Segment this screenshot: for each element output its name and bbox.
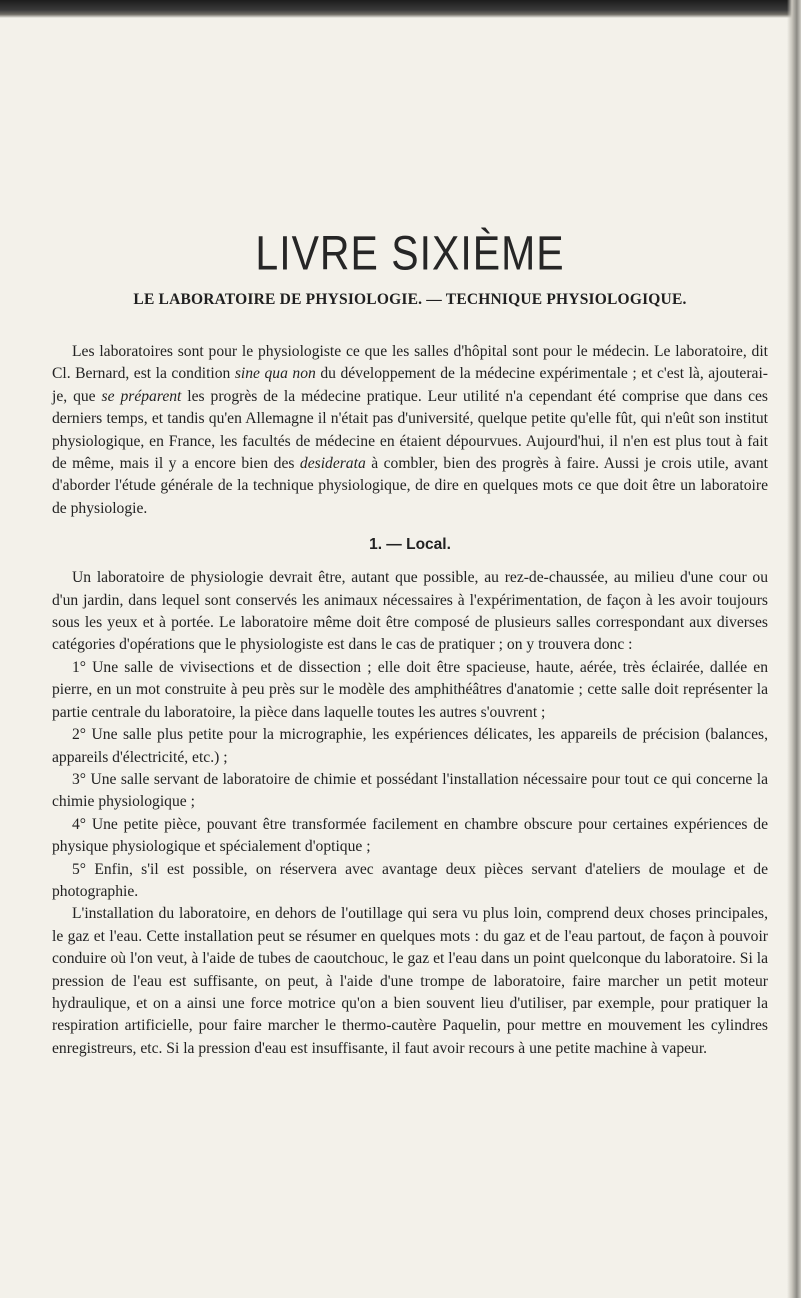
list-item: 4° Une petite pièce, pouvant être transformée facilement en chambre obscure pour certaines expériences de physique physiologique et spécialement d'optique ; [52, 815, 768, 856]
page-right-edge-shadow [787, 0, 801, 1298]
page-top-edge-shadow [0, 0, 801, 18]
list-item: 1° Une salle de vivisections et de dissection ; elle doit être spacieuse, haute, aérée, très éclairée, dallée en pierre, en un mot construite à peu près sur le modèle des amphithéâtres d'anatomie ; cette salle doit représenter la partie centrale du laboratoire, la pièce dans laquelle toutes les autres s'ouvrent ; [52, 658, 768, 721]
intro-text-1: Les laboratoires sont pour le physiologiste ce que les salles d'hôpital sont pour le médecin. Le laboratoire, dit Cl. Bernard, est la condition [52, 343, 768, 383]
section-title: 1. — Local. [369, 536, 451, 554]
chapter-title: LE LABORATOIRE DE PHYSIOLOGIE. — TECHNIQUE PHYSIOLOGIQUE. [133, 291, 687, 308]
list-item: 5° Enfin, s'il est possible, on réservera avec avantage deux pièces servant d'ateliers de moulage et de photographie. [52, 860, 768, 900]
intro-emphasis-1: sine qua non [234, 365, 316, 383]
section-intro-paragraph: Un laboratoire de physiologie devrait être, autant que possible, au rez-de-chaussée, au milieu d'une cour ou d'un jardin, dans lequel sont conservés les animaux nécessaires à l'expérimentation, de façon à les avoir toujours sous les yeux et à portée. Le laboratoire même doit être composé de plusieurs salles correspondant aux diverses catégories d'opérations que le physiologiste est dans le cas de pratiquer ; on y trouvera donc : [52, 569, 768, 654]
intro-text-4: à combler, bien des progrès à faire. Aussi je crois utile, avant d'aborder l'étude générale de la technique physiologique, de dire en quelques mots ce que doit être un laboratoire de physiologie. [52, 455, 768, 517]
book-title: LIVRE SIXIÈME [255, 225, 565, 281]
intro-text-2: du développement de la médecine expérimentale ; et c'est là, ajouterai-je, que [52, 365, 768, 405]
intro-text-3: les progrès de la médecine pratique. Leur utilité n'a cependant été comprise que dans ces derniers temps, et tandis qu'en Allemagne il n'était pas d'université, quelque petite qu'elle fût, qui n'eût son institut physiologique, en France, les facultés de médecine en étaient dépourvues. Aujourd'hui, il n'en est plus tout à fait de même, mais il y a encore bien des [52, 387, 768, 473]
intro-emphasis-3: desiderata [299, 455, 366, 473]
list-item: 3° Une salle servant de laboratoire de chimie et possédant l'installation nécessaire pour tout ce qui concerne la chimie physiologique ; [52, 770, 768, 811]
intro-emphasis-2: se préparent [101, 387, 182, 405]
closing-paragraph: L'installation du laboratoire, en dehors de l'outillage qui sera vu plus loin, comprend deux choses principales, le gaz et l'eau. Cette installation peut se résumer en quelques mots : du gaz et de l'eau partout, de façon à pouvoir conduire où l'on veut, à l'aide de tubes de caoutchouc, le gaz et l'eau dans un point quelconque du laboratoire. Si la pression de l'eau est suffisante, on peut, à l'aide d'une trompe de laboratoire, faire marcher un petit moteur hydraulique, et on a ainsi une force motrice qu'on a bien souvent lieu d'utiliser, par exemple, pour pratiquer la respiration artificielle, pour faire marcher le thermo-cautère Paquelin, pour mettre en mouvement les cylindres enregistreurs, etc. Si la pression d'eau est insuffisante, il faut avoir recours à une petite machine à vapeur. [52, 905, 768, 1057]
list-item: 2° Une salle plus petite pour la micrographie, les expériences délicates, les appareils de précision (balances, appareils d'électricité, etc.) ; [52, 726, 768, 766]
page-content [52, 225, 768, 1060]
intro-paragraph [52, 341, 768, 520]
